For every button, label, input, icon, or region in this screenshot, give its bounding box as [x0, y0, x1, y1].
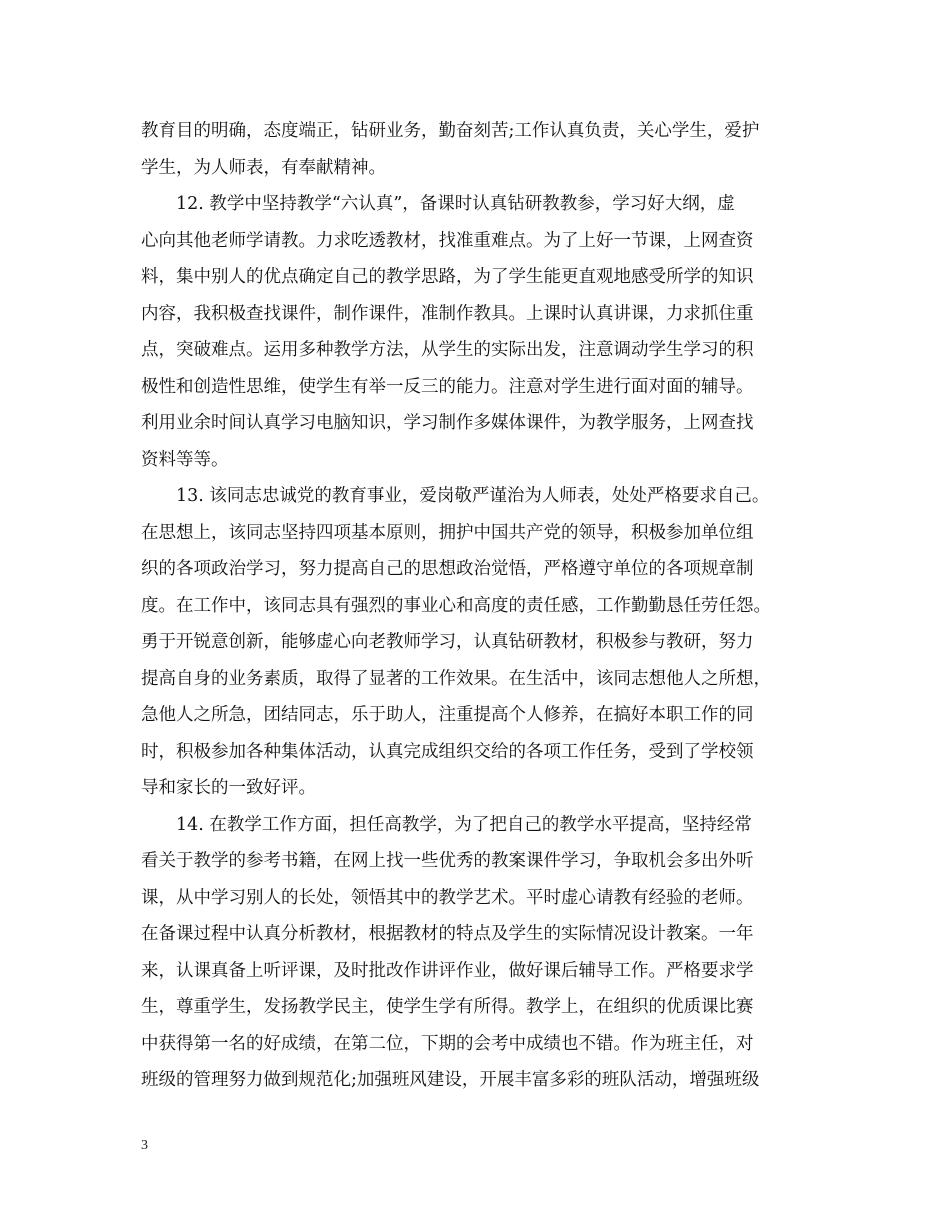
text-line: 时，积极参加各种集体活动，认真完成组织交给的各项工作任务，受到了学校领	[141, 741, 754, 762]
body-text	[141, 113, 811, 1099]
text-line: 点，突破难点。运用多种教学方法，从学生的实际出发，注意调动学生学习的积	[141, 340, 754, 360]
text-line: 心向其他老师学请教。力求吃透教材，找准重难点。为了上好一节课，上网查资	[141, 230, 754, 251]
page-number: 3	[141, 1138, 148, 1153]
text-line: 织的各项政治学习，努力提高自己的思想政治觉悟，严格遵守单位的各项规章制	[141, 559, 754, 579]
text-line: 来，认课真备上听评课，及时批改作讲评作业，做好课后辅导工作。严格要求学	[141, 960, 754, 981]
text-line: 料，集中别人的优点确定自己的教学思路，为了学生能更直观地感受所学的知识	[141, 267, 754, 287]
paragraph-start-13: 13. 该同志忠诚党的教育事业，爱岗敬严谨治为人师表，处处严格要求自己。	[176, 486, 770, 506]
text-line: 生，尊重学生，发扬教学民主，使学生学有所得。教学上，在组织的优质课比赛	[141, 997, 754, 1017]
text-line: 班级的管理努力做到规范化;加强班风建设，开展丰富多彩的班队活动，增强班级	[141, 1070, 760, 1090]
text-line: 提高自身的业务素质，取得了显著的工作效果。在生活中，该同志想他人之所想，	[141, 668, 771, 689]
text-line: 极性和创造性思维，使学生有举一反三的能力。注意对学生进行面对面的辅导。	[141, 376, 754, 397]
text-line: 利用业余时间认真学习电脑知识，学习制作多媒体课件，为教学服务，上网查找	[141, 413, 754, 433]
text-line: 度。在工作中，该同志具有强烈的事业心和高度的责任感，工作勤勤恳任劳任怨。	[141, 595, 771, 616]
text-line: 教育目的明确，态度端正，钻研业务，勤奋刻苦;工作认真负责，关心学生，爱护	[141, 121, 760, 141]
text-line: 看关于教学的参考书籍，在网上找一些优秀的教案课件学习，争取机会多出外听	[141, 851, 754, 871]
text-line: 急他人之所急，团结同志，乐于助人，注重提高个人修养，在搞好本职工作的同	[141, 705, 754, 725]
text-line: 学生，为人师表，有奉献精神。	[141, 157, 386, 178]
text-line: 内容，我积极查找课件，制作课件，准制作教具。上课时认真讲课，力求抓住重	[141, 303, 754, 324]
paragraph-start-14: 14. 在教学工作方面，担任高教学，为了把自己的教学水平提高，坚持经常	[176, 814, 752, 835]
text-line: 资料等等。	[141, 449, 229, 470]
text-line: 在思想上，该同志坚持四项基本原则，拥护中国共产党的领导，积极参加单位组	[141, 522, 754, 543]
text-line: 课，从中学习别人的长处，领悟其中的教学艺术。平时虚心请教有经验的老师。	[141, 887, 754, 908]
text-line: 中获得第一名的好成绩，在第二位，下期的会考中成绩也不错。作为班主任，对	[141, 1033, 754, 1054]
text-line: 导和家长的一致好评。	[141, 778, 316, 798]
paragraph-start-12: 12. 教学中坚持教学“六认真”，备课时认真钻研教教参，学习好大纲，虚	[176, 194, 735, 214]
text-line: 勇于开锐意创新，能够虚心向老教师学习，认真钻研教材，积极参与教研，努力	[141, 632, 754, 652]
text-line: 在备课过程中认真分析教材，根据教材的特点及学生的实际情况设计教案。一年	[141, 924, 754, 944]
